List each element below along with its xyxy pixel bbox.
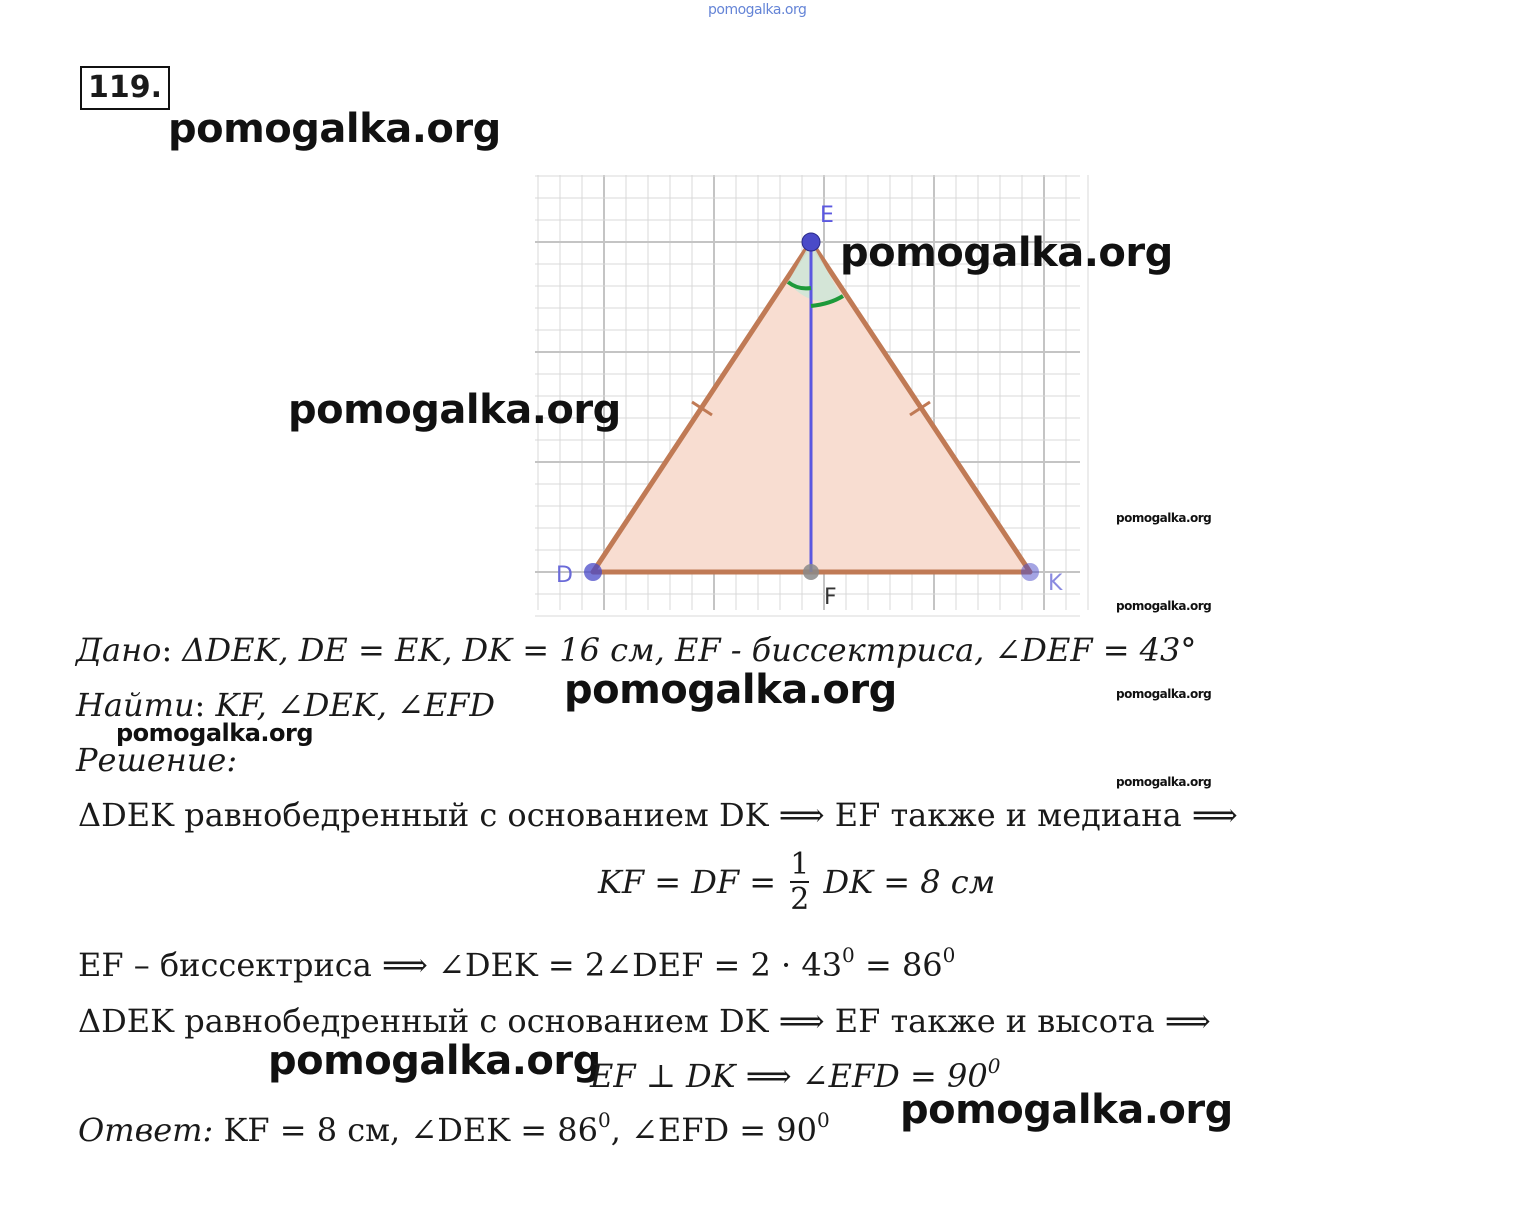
watermark-9: pomogalka.org: [1116, 599, 1212, 613]
solution-colon: :: [226, 741, 238, 779]
fraction-one-half: [790, 848, 809, 916]
answer-part-2: , ∠EFD = 90: [610, 1111, 817, 1149]
solution-step-2: [598, 848, 995, 916]
given-colon: :: [161, 631, 183, 669]
watermark-1: pomogalka.org: [168, 106, 501, 152]
watermark-5: pomogalka.org: [116, 719, 314, 747]
watermark-11: pomogalka.org: [1116, 775, 1212, 789]
watermark-10: pomogalka.org: [1116, 687, 1212, 701]
given-text: ΔDEK, DE = EK, DK = 16 см, EF - биссектриса, ∠DEF = 43°: [182, 631, 1197, 669]
watermark-2: pomogalka.org: [840, 230, 1173, 276]
answer-label: Ответ:: [78, 1111, 214, 1149]
label-e: E: [820, 203, 834, 228]
find-text: KF, ∠DEK, ∠EFD: [215, 686, 496, 724]
problem-number: 119.: [80, 66, 170, 110]
vertex-k: [1021, 563, 1039, 581]
label-d: D: [556, 563, 573, 588]
vertex-e: [802, 233, 820, 251]
solution-step-3: [78, 943, 956, 984]
solution-step-1: ΔDEK равнобедренный с основанием DK ⟹ EF также и медиана ⟹: [78, 796, 1238, 834]
solution-line: [76, 741, 238, 779]
step3-deg-1: 0: [842, 943, 855, 967]
fraction-denominator: 2: [790, 882, 810, 917]
given-line: [76, 631, 1197, 669]
fraction-numerator: 1: [790, 847, 810, 882]
step5-text: EF ⊥ DK ⟹ ∠EFD = 90: [590, 1057, 988, 1095]
step3-text: EF – биссектриса ⟹ ∠DEK = 2∠DEF = 2 · 43: [78, 946, 843, 984]
watermark-3: pomogalka.org: [288, 387, 621, 433]
find-line: [76, 686, 496, 724]
watermark-6: pomogalka.org: [268, 1038, 601, 1084]
step3-mid: = 86: [854, 946, 943, 984]
step2-left: KF = DF =: [598, 863, 777, 901]
step5-deg: 0: [987, 1054, 1001, 1078]
given-label: Дано: [76, 631, 162, 669]
watermark-top: pomogalka.org: [708, 2, 807, 18]
find-colon: :: [194, 686, 216, 724]
step3-deg-2: 0: [942, 943, 956, 967]
answer-deg-1: 0: [598, 1108, 611, 1132]
find-label: Найти: [76, 686, 195, 724]
solution-label: Решение: [76, 741, 227, 779]
solution-step-5: [590, 1054, 1001, 1095]
label-k: K: [1048, 571, 1063, 596]
answer-deg-2: 0: [816, 1108, 830, 1132]
point-f: [803, 564, 819, 580]
watermark-7: pomogalka.org: [900, 1087, 1233, 1133]
watermark-8: pomogalka.org: [1116, 511, 1212, 525]
step2-right: DK = 8 см: [823, 863, 996, 901]
solution-step-4: ΔDEK равнобедренный с основанием DK ⟹ EF также и высота ⟹: [78, 1002, 1211, 1040]
watermark-4: pomogalka.org: [564, 667, 897, 713]
answer-line: [78, 1108, 830, 1149]
label-f: F: [824, 585, 837, 610]
answer-part-1: KF = 8 см, ∠DEK = 86: [223, 1111, 598, 1149]
vertex-d: [584, 563, 602, 581]
